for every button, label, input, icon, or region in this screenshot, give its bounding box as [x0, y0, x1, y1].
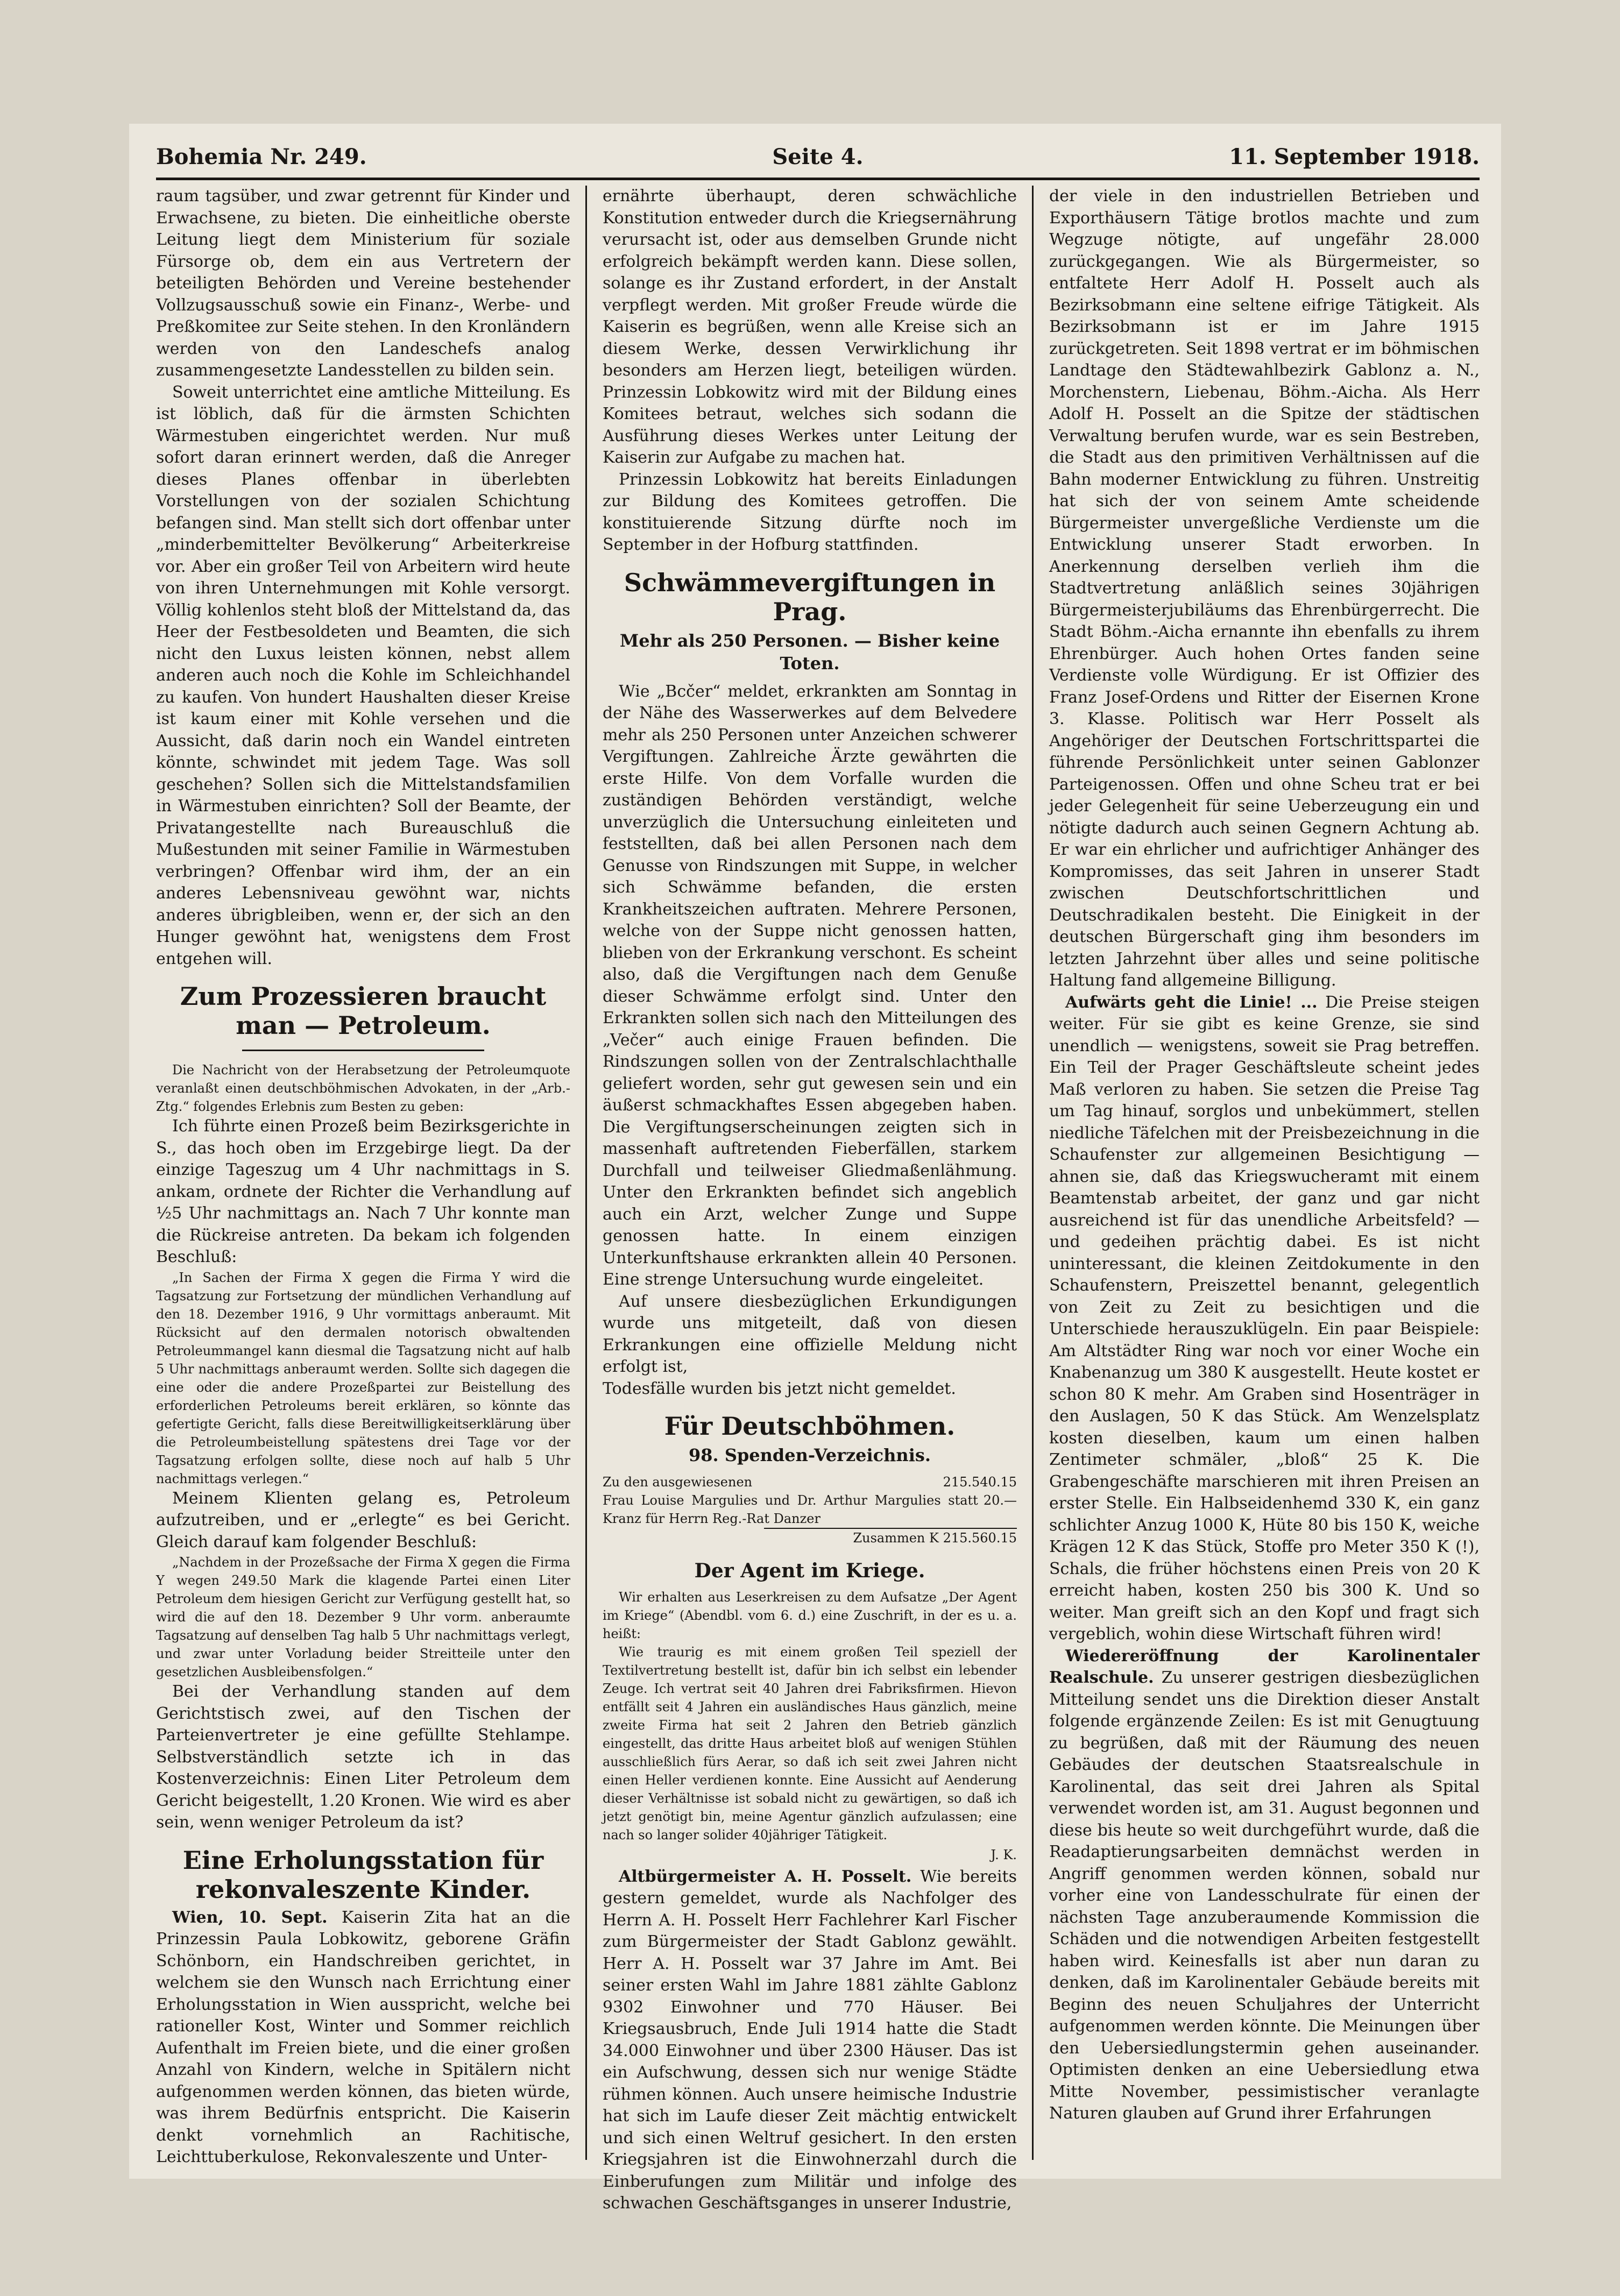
donation-label: Zu den ausgewiesenen	[603, 1475, 753, 1490]
issue-number: Bohemia Nr. 249.	[156, 144, 367, 169]
masthead	[156, 140, 1480, 180]
paragraph: „In Sachen der Firma X gegen die Firma Y wird die Tagsatzung zur Fortsetzung der mündlichen Verhandlung auf den 18. Dezember 1916, 9 Uhr vormittags anberaumt. Mit Rücksicht auf den dermalen notorisch obwaltenden Petroleummangel kann diesmal die Tagsatzung nicht auf halb 5 Uhr nachmittags anberaumt werden. Sollte sich dagegen die eine oder die andere Prozeßpartei zur Beistellung des erforderlichen Petroleums bereit erklären, so könnte das gefertigte Gericht, falls diese Bereitwilligkeitserklärung über die Petroleumbeistellung spätestens drei Tage vor der Tagsatzung erfolgen sollte, diese noch auf halb 5 Uhr nachmittags verlegen.“	[156, 1270, 570, 1486]
column-1	[156, 186, 571, 2166]
paragraph	[1049, 992, 1480, 1646]
dateline: Wien, 10. Sept.	[172, 1908, 328, 1927]
paragraph: Ich führte einen Prozeß beim Bezirksgerichte in S., das hoch oben im Erzgebirge liegt. Da der einzige Tageszug um 4 Uhr nachmittags in S. ankam, ordnete der Richter die Verhandlung auf ½5 Uhr nachmittags an. Nach 7 Uhr konnte man die Rückreise antreten. Da bekam ich folgenden Beschluß:	[156, 1117, 570, 1266]
divider	[242, 1050, 484, 1051]
paragraph: Bei der Verhandlung standen auf dem Gerichtstisch zwei, auf den Tischen der Parteienvertreter je eine gefüllte Stehlampe. Selbstverständlich setzte ich in das Kostenverzeichnis: Einen Liter Petroleum dem Gericht beigestellt, 1.20 Kronen. Wie wird es aber sein, wenn weniger Petroleum da ist?	[156, 1682, 570, 1832]
donation-row	[603, 1491, 1017, 1528]
article-subheadline: 98. Spenden-Verzeichnis.	[689, 1445, 931, 1465]
article-headline: Der Agent im Kriege.	[694, 1560, 925, 1582]
article-subheadline: Mehr als 250 Personen. — Bisher keine Toten.	[619, 630, 1000, 674]
newspaper-page	[129, 124, 1501, 2213]
paragraph: Auf unsere diesbezüglichen Erkundigungen wurde uns mitgeteilt, daß von diesen Erkrankungen eine offizielle Meldung nicht erfolgt ist,	[603, 1292, 1017, 1376]
paragraph-text: Wie bereits gestern gemeldet, wurde als Nachfolger des Herrn A. H. Posselt Herr Fachlehrer Karl Fischer zum Bürgermeister der Stadt Gablonz gewählt. Herr A. H. Posselt war 37 Jahre im Amt. Bei seiner ersten Wahl im Jahre 1881 zählte Gablonz 9302 Einwohner und 770 Häuser. Bei Kriegsausbruch, Ende Juli 1914 hatte die Stadt 34.000 Einwohner und über 2300 Häuser. Das ist ein Aufschwung, dessen sich nur wenige Städte rühmen können. Auch unsere heimische Industrie hat sich im Laufe dieser Zeit mächtig entwickelt und sich einen Weltruf gesichert. In den ersten Kriegsjahren ist die Einwohnerzahl durch die Einberufungen zum Militär und infolge des schwachen Geschäftsganges in unserer Industrie,	[603, 1867, 1017, 2213]
paragraph: ernährte überhaupt, deren schwächliche Konstitution entweder durch die Kriegsernährung verursacht ist, oder aus demselben Grunde nicht erfolgreich bekämpft werden kann. Diese sollen, solange es ihr Zustand erfordert, in der Anstalt verpflegt werden. Mit großer Freude würde die Kaiserin es begrüßen, wenn alle Kreise sich an diesem Werke, dessen Verwirklichung ihr besonders am Herzen liegt, beteiligen würden. Prinzessin Lobkowitz wird mit der Bildung eines Komitees betraut, welches sich sodann die Ausführung dieses Werkes unter Leitung der Kaiserin zur Aufgabe zu machen hat.	[603, 187, 1017, 467]
paragraph-text: Die Preise steigen weiter. Für sie gibt es keine Grenze, sie sind unendlich — wenigstens, soweit sie Prag betreffen. Ein Teil der Prager Geschäftsleute scheint jedes Maß verloren zu haben. Sie setzen die Preise Tag um Tag hinauf, sorglos und unbekümmert, stellen niedliche Täfelchen mit der Preisbezeichnung in die Schaufenster zur allgemeinen Besichtigung — ahnen sie, daß das Kriegswucheramt mit einem Beamtenstab arbeitet, der ganz und gar nicht ausreichend ist für das unendliche Arbeitsfeld? — und gedeihen prächtig dabei. Es ist nicht uninteressant, die kleinen Zeitdokumente in den Schaufenstern, Preiszettel benannt, gelegentlich von Zeit zu Zeit zu besichtigen und die Unterschiede herauszuklügeln. Ein paar Beispiele: Am Altstädter Ring war noch vor einer Woche ein Knabenanzug um 380 K ausgestellt. Heute kostet er schon 80 K mehr. Am Graben sind Hosenträger in den Auslagen, 50 K das Stück. Am Wenzelsplatz kosten dieselben, kaum um einen halben Zentimeter schmäler, „bloß“ 25 K. Die Grabengeschäfte marschieren mit ihren Preisen an erster Stelle. Ein Halbseidenhemd 330 K, ein ganz schlichter Anzug 1000 K, Hüte 80 bis 150 K, weiche Krägen 12 K das Stück, Stoffe pro Meter 350 K (!), Schals, die früher höchstens einen Preis von 20 K erreicht haben, kosten 250 bis 300 K. Und so weiter. Man greift sich an den Kopf und fragt sich vergeblich, wohin diese Wirtschaft führen wird!	[1049, 993, 1480, 1643]
article-headline: Schwämmevergiftungen in Prag.	[624, 568, 996, 626]
article-headline: Eine Erholungsstation für rekonvaleszente Kinder.	[182, 1845, 544, 1904]
paragraph: Wie „Bcčer“ meldet, erkrankten am Sonntag in der Nähe des Wasserwerkes auf dem Belvedere mehr als 250 Personen unter Anzeichen schwerer Vergiftungen. Zahlreiche Ärzte gewährten die erste Hilfe. Von dem Vorfalle wurden die zuständigen Behörden verständigt, welche unverzüglich die Untersuchung einleiteten und feststellten, daß bei allen Personen nach dem Genusse von Rindszungen mit Suppe, in welcher sich Schwämme befanden, die ersten Krankheitszeichen auftraten. Mehrere Personen, welche von der Suppe nicht genossen hatten, blieben von der Erkrankung verschont. Es scheint also, daß die Vergiftungen nach dem Genuße dieser Schwämme erfolgt sind. Unter den Erkrankten sollen sich nach den Mitteilungen des „Večer“ auch einige Frauen befinden. Die Rindszungen sollen von der Zentralschlachthalle geliefert worden, sehr gut gewesen sein und ein äußerst schmackhaftes Essen abgegeben haben. Die Vergiftungserscheinungen zeigten sich in massenhaft auftretenden Fieberfällen, starkem Durchfall und teilweiser Gliedmaßenlähmung. Unter den Erkrankten befindet sich angeblich auch ein Arzt, welcher Zunge und Suppe genossen hatte. In einem einzigen Unterkunftshause erkrankten allein 40 Personen. Eine strenge Untersuchung wurde eingeleitet.	[603, 682, 1017, 1289]
donation-value: 215.540.15	[943, 1475, 1017, 1490]
donation-value: 20.—	[983, 1493, 1017, 1508]
paragraph-text: Zu unserer gestrigen diesbezüglichen Mitteilung sendet uns die Direktion dieser Anstalt folgende ergänzende Zeilen: Es ist mit Genugtuung zu begrüßen, daß mit der Räumung des neuen Gebäudes der deutschen Staatsrealschule in Karolinental, das seit drei Jahren als Spital verwendet worden ist, am 31. August begonnen und diese bis heute so weit durchgeführt wurde, daß die Readaptierungsarbeiten demnächst werden in Angriff genommen werden können, sobald nur vorher eine von Landesschulrate für einen der nächsten Tage anzuberaumende Kommission die Schäden und die notwendigen Arbeiten festgestellt haben wird. Keinesfalls ist aber nun daran zu denken, daß im Karolinentaler Gebäude bereits mit Beginn des neuen Schuljahres der Unterricht aufgenommen werden könnte. Die Meinungen über den Uebersiedlungstermin gehen auseinander. Optimisten denken an eine Uebersiedlung etwa Mitte November, pessimistischer veranlagte Naturen glauben auf Grund ihrer Erfahrungen	[1049, 1668, 1480, 2123]
column-rule	[585, 186, 587, 2160]
paragraph: raum tagsüber, und zwar getrennt für Kinder und Erwachsene, zu bieten. Die einheitliche oberste Leitung liegt dem Ministerium für soziale Fürsorge ob, dem ein aus Vertretern der beteiligten Behörden und Vereine bestehender Vollzugsausschuß sowie ein Finanz-, Werbe- und Preßkomitee zur Seite stehen. In den Kronländern werden von den Landeschefs analog zusammengesetzte Landesstellen zu bilden sein.	[156, 187, 570, 380]
run-in-title: Aufwärts geht die Linie! ...	[1065, 993, 1318, 1012]
paragraph	[603, 1866, 1017, 2215]
paragraph: „Nachdem in der Prozeßsache der Firma X gegen die Firma Y wegen 249.50 Mark die klagende Partei einen Liter Petroleum dem hiesigen Gericht zur Verfügung gestellt hat, so wird die auf den 18. Dezember 9 Uhr vorm. anberaumte Tagsatzung auf denselben Tag halb 5 Uhr nachmittags verlegt, und zwar unter Vorladung beider Streitteile unter den gesetzlichen Ausbleibensfolgen.“	[156, 1555, 570, 1680]
paragraph: Soweit unterrichtet eine amtliche Mitteilung. Es ist löblich, daß für die ärmsten Schichten Wärmestuben eingerichtet werden. Nur muß sofort daran erinnert werden, daß die Anreger dieses Planes offenbar in überlebten Vorstellungen von der sozialen Schichtung befangen sind. Man stellt sich dort offenbar unter „minderbemittelter Bevölkerung“ Arbeiterkreise vor. Aber ein großer Teil von Arbeitern wird heute von ihren Unternehmungen mit Kohle versorgt. Völlig kohlenlos steht bloß der Mittelstand da, das Heer der Festbesoldeten und Beamten, die sich nicht den Luxus leisten können, nebst allem anderen auch noch die Kohle im Schleichhandel zu kaufen. Von hundert Haushalten dieser Kreise ist kaum einer mit Kohle versehen und die Aussicht, daß darin noch ein Wandel eintreten könnte, schwindet mit jedem Tage. Was soll geschehen? Sollen sich die Mittelstandsfamilien in Wärmestuben einrichten? Soll der Beamte, der Privatangestellte nach Bureauschluß die Mußestunden mit seiner Familie in Wärmestuben verbringen? Offenbar wird ihm, der an ein anderes Lebensniveau gewöhnt war, nichts anderes übrigbleiben, wenn er, der sich an den Hunger gewöhnt hat, wenigstens dem Frost entgehen will.	[156, 382, 570, 968]
paragraph: Prinzessin Lobkowitz hat bereits Einladungen zur Bildung des Komitees getroffen. Die konstituierende Sitzung dürfte noch im September in der Hofburg stattfinden.	[603, 470, 1017, 554]
article-headline: Zum Prozessieren braucht man — Petroleum.	[180, 982, 547, 1040]
paragraph	[1049, 1646, 1480, 2125]
donation-list	[603, 1473, 1017, 1547]
column-2	[603, 186, 1017, 2213]
paragraph: Meinem Klienten gelang es, Petroleum aufzutreiben, und er „erlegte“ es bei Gericht. Gleich darauf kam folgender Beschluß:	[156, 1489, 570, 1551]
donation-total: Zusammen K 215.560.15	[764, 1528, 1017, 1547]
donation-row	[603, 1473, 1017, 1491]
column-3	[1049, 186, 1480, 2160]
paragraph: der viele in den industriellen Betrieben und Exporthäusern Tätige brotlos machte und zum Wegzuge nötigte, auf ungefähr 28.000 zurückgegangen. Wie als Bürgermeister, so entfaltete Herr Adolf H. Posselt auch als Bezirksobmann eine seltene eifrige Tätigkeit. Als Bezirksobmann ist er im Jahre 1915 zurückgetreten. Seit 1898 vertrat er im böhmischen Landtage den Städtewahlbezirk Gablonz a. N., Morchenstern, Liebenau, Böhm.-Aicha. Als Herr Adolf H. Posselt an die Spitze der städtischen Verwaltung berufen wurde, war es sein Bestreben, die Stadt aus den primitiven Verhältnissen auf die Bahn moderner Entwicklung zu führen. Unstreitig hat sich der von seinem Amte scheidende Bürgermeister unvergeßliche Verdienste um die Entwicklung unserer Stadt erworben. In Anerkennung derselben verlieh ihm die Stadtvertretung anläßlich seines 30jährigen Bürgermeisterjubiläums das Ehrenbürgerrecht. Die Stadt Böhm.-Aicha ernannte ihn ebenfalls zu ihrem Ehrenbürger. Auch hohen Ortes fanden seine Verdienste volle Würdigung. Er ist Offizier des Franz Josef-Ordens und Ritter der Eisernen Krone 3. Klasse. Politisch war Herr Posselt als Angehöriger der Deutschen Fortschrittspartei die führende Persönlichkeit unter seinen Gablonzer Parteigenossen. Offen und ohne Scheu trat er bei jeder Gelegenheit für seine Ueberzeugung ein und nötigte dadurch auch seinen Gegnern Achtung ab. Er war ein ehrlicher und aufrichtiger Anhänger des Kompromisses, das seit Jahren in unserer Stadt zwischen Deutschfortschrittlichen und Deutschradikalen besteht. Die Einigkeit in der deutschen Bürgerschaft ging ihm besonders im letzten Jahrzehnt über alles und seine politische Haltung fand allgemeine Billigung.	[1049, 187, 1480, 990]
donation-label: Frau Louise Margulies und Dr. Arthur Margulies statt Kranz für Herrn Reg.-Rat Danzer	[603, 1493, 978, 1526]
paragraph: Wie traurig es mit einem großen Teil speziell der Textilvertretung bestellt ist, dafür bin ich selbst ein lebender Zeuge. Ich vertrat seit 40 Jahren drei Fabriksfirmen. Hievon entfällt seit 4 Jahren ein ausländisches Haus gänzlich, meine zweite Firma hat seit 2 Jahren den Betrieb gänzlich eingestellt, das dritte Haus arbeitet bloß auf wenigen Stühlen ausschließlich fürs Aerar, so daß ich seit zwei Jahren nicht einen Heller verdienen konnte. Eine Aussicht auf Aenderung dieser Verhältnisse ist sobald nicht zu gewärtigen, so daß ich jetzt genötigt bin, meine Agentur gänzlich aufzulassen; eine nach so langer solider 40jähriger Tätigkeit.	[603, 1645, 1017, 1843]
issue-date: 11. September 1918.	[1229, 144, 1480, 169]
author-initials: J. K.	[991, 1847, 1017, 1862]
paragraph	[156, 1907, 570, 2169]
run-in-title: Wiedereröffnung der Karolinentaler Realschule.	[1049, 1646, 1480, 1687]
paragraph: Die Nachricht von der Herabsetzung der Petroleumquote veranlaßt einen deutschböhmischen Advokaten, in der „Arb.-Ztg.“ folgendes Erlebnis zum Besten zu geben:	[156, 1062, 570, 1114]
run-in-title: Altbürgermeister A. H. Posselt.	[619, 1867, 912, 1886]
article-headline: Für Deutschböhmen.	[664, 1412, 956, 1441]
paragraph: Todesfälle wurden bis jetzt nicht gemeldet.	[603, 1379, 956, 1398]
paragraph: Wir erhalten aus Leserkreisen zu dem Aufsatze „Der Agent im Kriege“ (Abendbl. vom 6. d.) eine Zuschrift, in der es u. a. heißt:	[603, 1590, 1017, 1641]
page-number: Seite 4.	[772, 144, 864, 169]
column-rule	[1032, 186, 1034, 2160]
paragraph-text: Kaiserin Zita hat an die Prinzessin Paula Lobkowitz, geborene Gräfin Schönborn, ein Handschreiben gerichtet, in welchem sie den Wunsch nach Errichtung einer Erholungsstation in Wien ausspricht, welche bei rationeller Kost, Winter und Sommer reichlich Aufenthalt im Freien biete, und die einer großen Anzahl von Kindern, welche in Spitälern nicht aufgenommen werden können, das bieten würde, was ihrem Bedürfnis entspricht. Die Kaiserin denkt vornehmlich an Rachitische, Leichttuberkulose, Rekonvaleszente und Unter-	[156, 1908, 571, 2166]
